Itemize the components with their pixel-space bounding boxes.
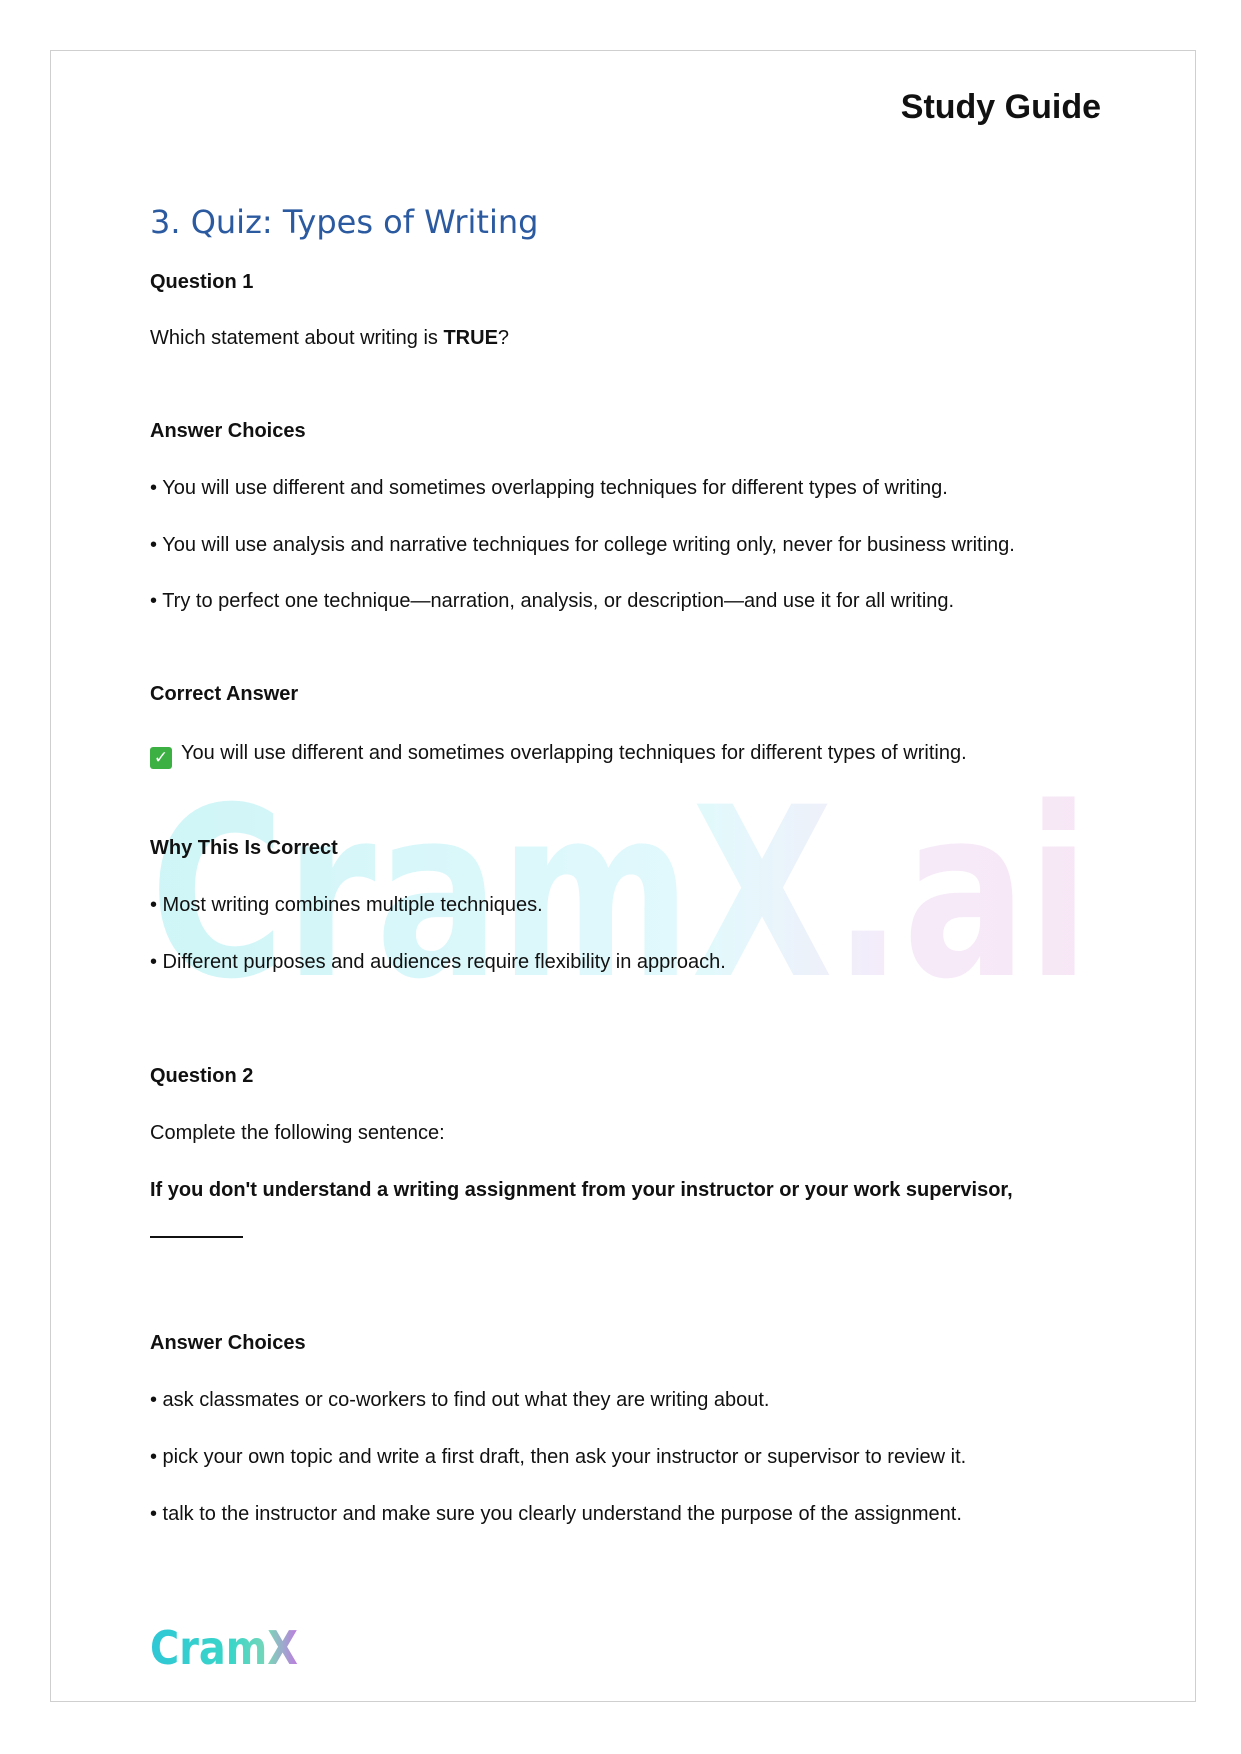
checkmark-icon: ✓ [150, 747, 172, 769]
question-1-correct-heading: Correct Answer [150, 683, 299, 705]
question-2-choices-heading: Answer Choices [150, 1332, 306, 1354]
question-2-choice-2: • pick your own topic and write a first draft, then ask your instructor or supervisor to review it. [150, 1446, 967, 1468]
question-1-choice-3: • Try to perfect one technique—narration, analysis, or description—and use it for all writing. [150, 590, 955, 612]
question-1-why-heading: Why This Is Correct [150, 837, 338, 859]
question-2-prompt: Complete the following sentence: [150, 1122, 445, 1144]
correct-answer-text: You will use different and sometimes overlapping techniques for different types of writing. [181, 742, 967, 764]
prompt-prefix: Which statement about writing is [150, 327, 444, 349]
question-1-prompt [150, 326, 509, 350]
question-1-correct-answer [150, 741, 967, 769]
question-1-choice-1: • You will use different and sometimes overlapping techniques for different types of writing. [150, 477, 948, 499]
question-1-choice-2: • You will use analysis and narrative techniques for college writing only, never for business writing. [150, 534, 1015, 556]
question-2-sentence: If you don't understand a writing assignment from your instructor or your work supervisor, [150, 1179, 1013, 1201]
question-2-choice-3: • talk to the instructor and make sure you clearly understand the purpose of the assignment. [150, 1503, 962, 1525]
prompt-suffix: ? [497, 327, 510, 349]
page-header-title: Study Guide [900, 88, 1101, 126]
logo-text: CramX [150, 1622, 298, 1672]
question-2-heading: Question 2 [150, 1065, 254, 1087]
answer-blank-line [150, 1236, 243, 1238]
question-1-reason-1: • Most writing combines multiple techniques. [150, 894, 543, 916]
cramx-logo [150, 1622, 300, 1672]
watermark-text: CramX.ai [150, 770, 1090, 1000]
section-title: 3. Quiz: Types of Writing [150, 203, 539, 241]
question-1-reason-2: • Different purposes and audiences require flexibility in approach. [150, 951, 726, 973]
question-2-choice-1: • ask classmates or co-workers to find out what they are writing about. [150, 1389, 770, 1411]
question-1-heading: Question 1 [150, 271, 254, 293]
prompt-emphasis: TRUE [443, 327, 498, 349]
question-1-choices-heading: Answer Choices [150, 420, 306, 442]
